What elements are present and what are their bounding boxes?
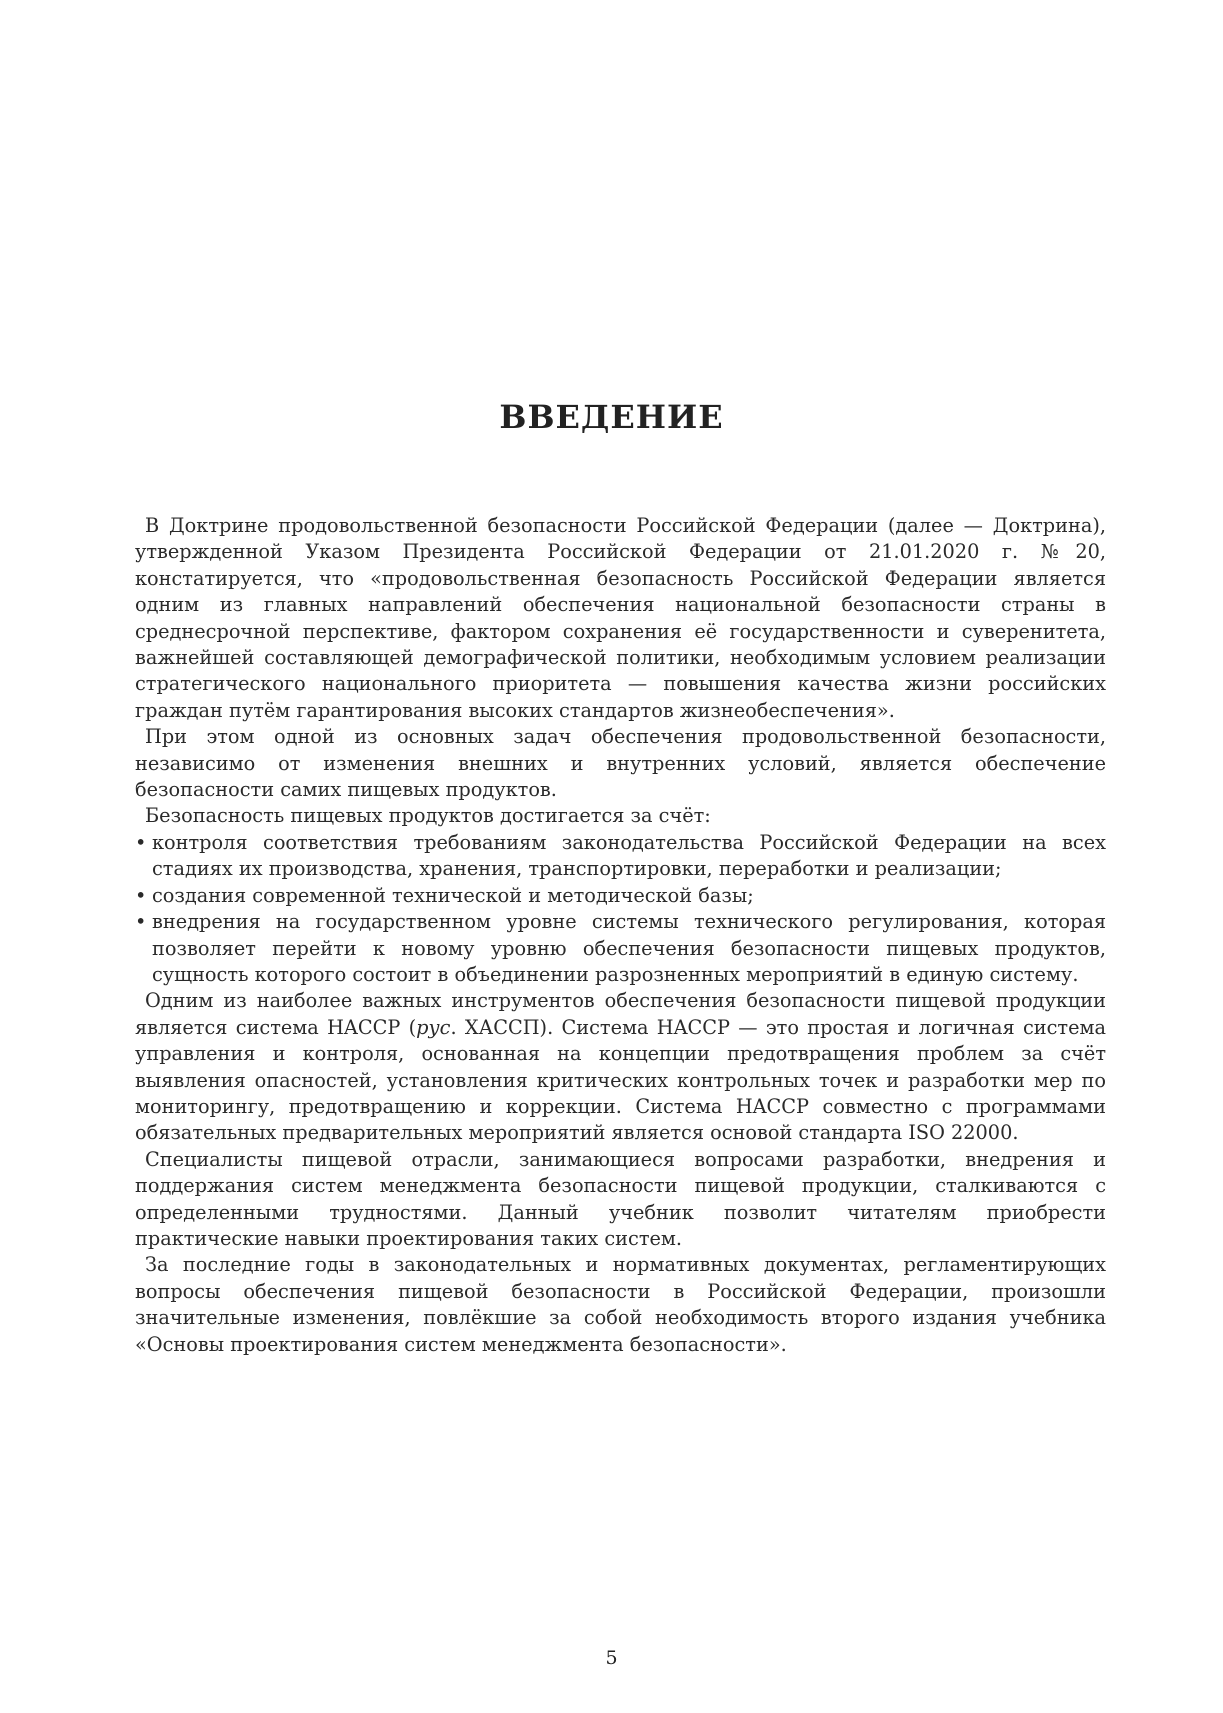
page-title: ВВЕДЕНИЕ bbox=[499, 398, 724, 436]
list-item: • создания современной технической и методической базы; bbox=[135, 883, 1106, 909]
paragraph-doctrine: В Доктрине продовольственной безопасности Российской Федерации (далее — Доктрина), утвержденной Указом Президента Российской Федерации от 21.01.2020 г. №20, констатируется, что «продовольственная безопасность Российской Федерации является одним из главных направлений обеспечения национальной безопасности страны в среднесрочной перспективе, фактором сохранения её государственности и суверенитета, важнейшей составляющей демографической политики, необходимым условием реализации стратегического национального приоритета — повышения качества жизни российских граждан путём гарантирования высоких стандартов жизнеобеспечения». bbox=[135, 514, 1106, 722]
page-number: 5 bbox=[605, 1647, 618, 1669]
paragraph-main-task: При этом одной из основных задач обеспечения продовольственной безопасности, независимо от изменения внешних и внутренних условий, является обеспечение безопасности самих пищевых продуктов. bbox=[135, 725, 1106, 802]
paragraph-specialists: Специалисты пищевой отрасли, занимающиеся вопросами разработки, внедрения и поддержания систем менеджмента безопасности пищевой продукции, сталкиваются с определенными трудностями. Данный учебник позволит читателям приобрести практические навыки проектирования таких систем. bbox=[135, 1147, 1106, 1250]
paragraph-haccp bbox=[135, 988, 1106, 1146]
haccp-text-italic: рус bbox=[416, 1015, 451, 1039]
list-item: • внедрения на государственном уровне системы технического регулирования, которая позволяет перейти к новому уровню обеспечения безопасности пищевых продуктов, сущность которого состоит в объединении разрозненных мероприятий в единую систему. bbox=[135, 909, 1106, 988]
haccp-text-end: . ХАССП). Система HACCP — это простая и логичная система управления и контроля, основанная на концепции предотвращения проблем за счёт выявления опасностей, установления критических контрольных точек и разработки мер по мониторингу, предотвращению и коррекции. Система HACCP совместно с программами обязательных предварительных мероприятий является основой стандарта ISO 22000. bbox=[135, 1015, 1107, 1145]
haccp-text-start: Одним из наиболее важных инструментов обеспечения безопасности пищевой продукции является система HACCP ( bbox=[135, 989, 1106, 1039]
paragraph-second-edition: За последние годы в законодательных и нормативных документах, регламентирующих вопросы обеспечения пищевой безопасности в Российской Федерации, произошли значительные изменения, повлёкшие за собой необходимость второго издания учебника «Основы проектирования систем менеджмента безопасности». bbox=[135, 1253, 1106, 1356]
safety-measures-list bbox=[135, 830, 1106, 988]
paragraph-safety-intro: Безопасность пищевых продуктов достигается за счёт: bbox=[145, 804, 711, 828]
list-item: • контроля соответствия требованиям законодательства Российской Федерации на всех стадиях их производства, хранения, транспортировки, переработки и реализации; bbox=[135, 830, 1106, 883]
body-text bbox=[135, 513, 1106, 1358]
